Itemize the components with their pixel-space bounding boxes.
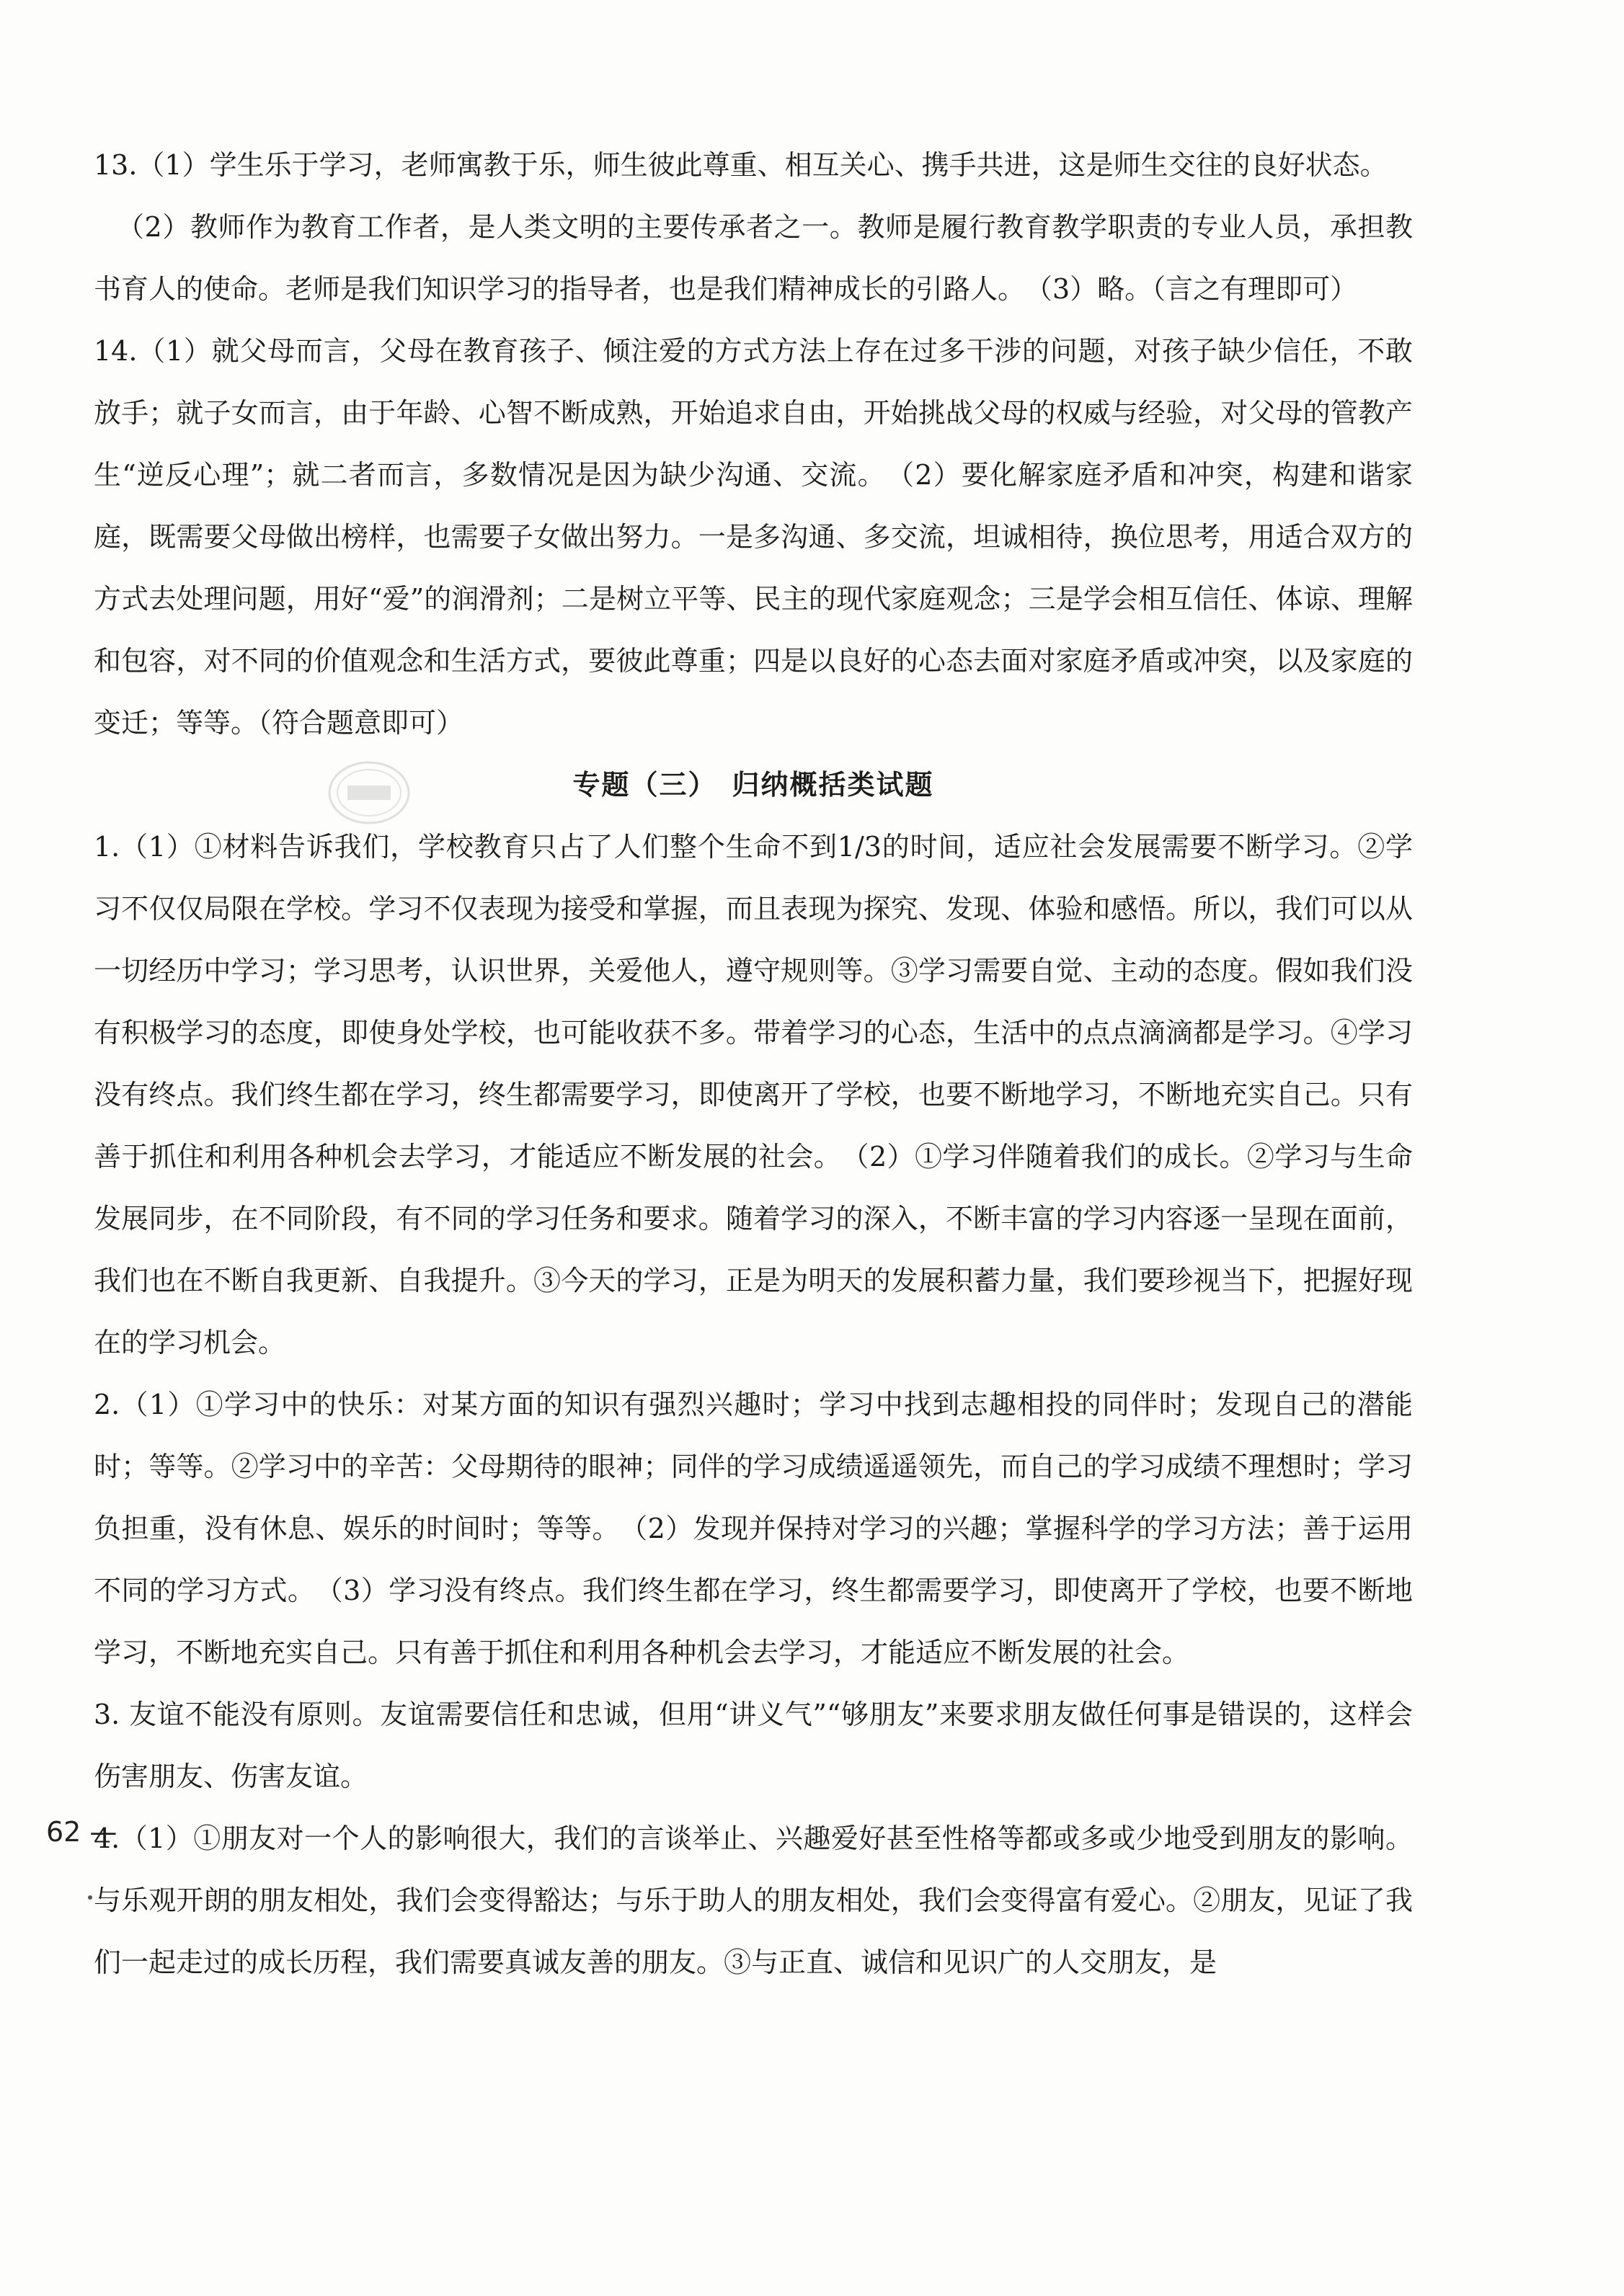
answer-2: 2.（1）①学习中的快乐：对某方面的知识有强烈兴趣时；学习中找到志趣相投的同伴时；发现自己的潜能时；等等。②学习中的辛苦：父母期待的眼神；同伴的学习成绩遥遥领先，而自己的学习成绩不理想时；学习负担重，没有休息、娱乐的时间时；等等。 （2）发现并保持对学习的兴趣；掌握科学的学习方法；善于运用不同的学习方式。 （3）学习没有终点。我们终生都在学习，终生都需要学习，即使离开了学校，也要不断地学习，不断地充实自己。只有善于抓住和利用各种机会去学习，才能适应不断发展的社会。 [94, 1389, 1413, 1668]
answer-3: 3. 友谊不能没有原则。友谊需要信任和忠诚，但用“讲义气”“够朋友”来要求朋友做任何事是错误的，这样会伤害朋友、伤害友谊。 [94, 1699, 1413, 1792]
answer-content [94, 134, 1413, 1993]
answer-1: 1.（1）①材料告诉我们，学校教育只占了人们整个生命不到1/3的时间，适应社会发展需要不断学习。②学习不仅仅局限在学校。学习不仅表现为接受和掌握，而且表现为探究、发现、体验和感悟。所以，我们可以从一切经历中学习；学习思考，认识世界，关爱他人，遵守规则等。③学习需要自觉、主动的态度。假如我们没有积极学习的态度，即使身处学校，也可能收获不多。带着学习的心态，生活中的点点滴滴都是学习。④学习没有终点。我们终生都在学习，终生都需要学习，即使离开了学校，也要不断地学习，不断地充实自己。只有善于抓住和利用各种机会去学习，才能适应不断发展的社会。 （2）①学习伴随着我们的成长。②学习与生命发展同步，在不同阶段，有不同的学习任务和要求。随着学习的深入，不断丰富的学习内容逐一呈现在面前，我们也在不断自我更新、自我提升。③今天的学习，正是为明天的发展积蓄力量，我们要珍视当下，把握好现在的学习机会。 [94, 831, 1413, 1358]
page-number: 62 — [46, 1816, 117, 1848]
answer-13-part-1: 13.（1）学生乐于学习，老师寓教于乐，师生彼此尊重、相互关心、携手共进，这是师生交往的良好状态。 [94, 149, 1388, 181]
answer-14: 14.（1）就父母而言，父母在教育孩子、倾注爱的方式方法上存在过多干涉的问题，对孩子缺少信任，不敢放手；就子女而言，由于年龄、心智不断成熟，开始追求自由，开始挑战父母的权威与经验，对父母的管教产生“逆反心理”；就二者而言，多数情况是因为缺少沟通、交流。 （2）要化解家庭矛盾和冲突，构建和谐家庭，既需要父母做出榜样，也需要子女做出努力。一是多沟通、多交流，坦诚相待，换位思考，用适合双方的方式去处理问题，用好“爱”的润滑剂；二是树立平等、民主的现代家庭观念；三是学会相互信任、体谅、理解和包容，对不同的价值观念和生活方式，要彼此尊重；四是以良好的心态去面对家庭矛盾或冲突，以及家庭的变迁；等等。（符合题意即可） [94, 335, 1413, 739]
section-title: 专题（三） 归纳概括类试题 [572, 769, 934, 801]
answer-13-part-2: （2）教师作为教育工作者，是人类文明的主要传承者之一。教师是履行教育教学职责的专业人员，承担教书育人的使命。老师是我们知识学习的指导者，也是我们精神成长的引路人。 （3）略。（言之有理即可） [94, 211, 1413, 305]
answer-4: 4.（1）①朋友对一个人的影响很大，我们的言谈举止、兴趣爱好甚至性格等都或多或少地受到朋友的影响。与乐观开朗的朋友相处，我们会变得豁达；与乐于助人的朋友相处，我们会变得富有爱心。②朋友，见证了我们一起走过的成长历程，我们需要真诚友善的朋友。③与正直、诚信和见识广的人交朋友，是 [94, 1823, 1413, 1978]
ink-dot [88, 1895, 92, 1900]
